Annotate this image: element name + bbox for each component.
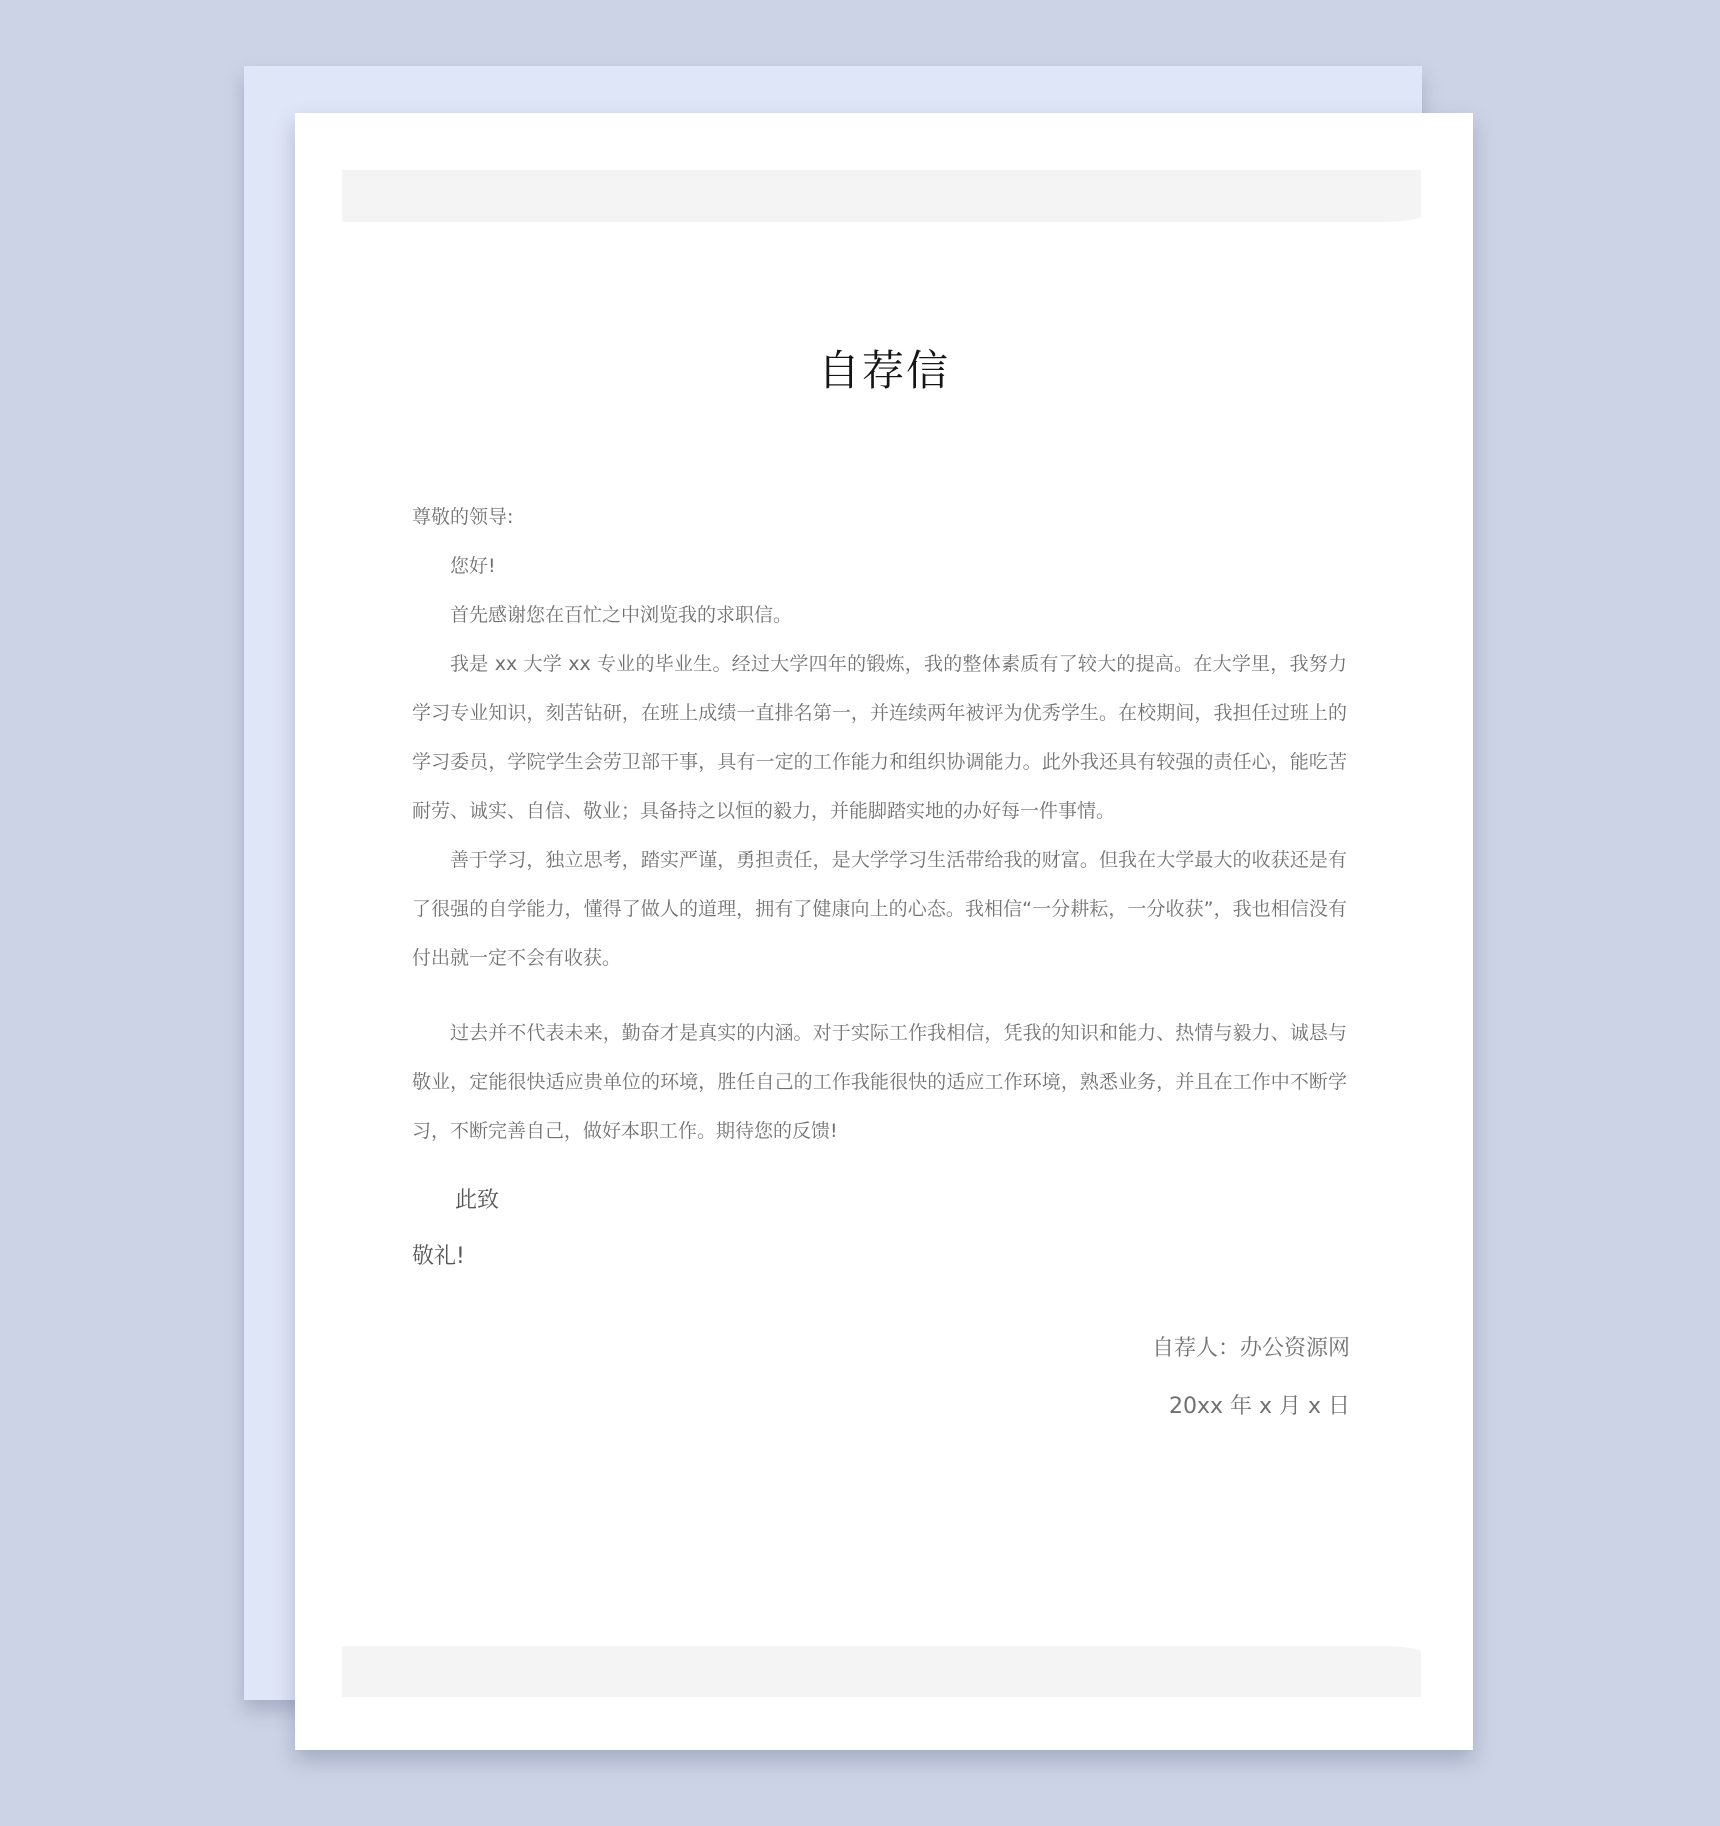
- date-line: 20xx 年 x 月 x 日: [1168, 1394, 1350, 1419]
- closing-regards: 敬礼!: [412, 1244, 465, 1269]
- thanks-line: 首先感谢您在百忙之中浏览我的求职信。: [450, 604, 793, 626]
- footer-band: [342, 1646, 1421, 1697]
- closing-salutation: 此致: [455, 1188, 500, 1213]
- greeting: 尊敬的领导:: [412, 506, 514, 528]
- body-paragraph-1: 我是 xx 大学 xx 专业的毕业生。经过大学四年的锻炼，我的整体素质有了较大的提高。在大学里，我努力学习专业知识，刻苦钻研，在班上成绩一直排名第一，并连续两年被评为优秀学生。在校期间，我担任过班上的学习委员，学院学生会劳卫部干事，具有一定的工作能力和组织协调能力。此外我还具有较强的责任心，能吃苦耐劳、诚实、自信、敬业；具备持之以恒的毅力，并能脚踏实地的办好每一件事情。: [412, 653, 1347, 822]
- letter-body: [412, 493, 1347, 1156]
- body-paragraph-2: 善于学习，独立思考，踏实严谨，勇担责任，是大学学习生活带给我的财富。但我在大学最大的收获还是有了很强的自学能力，懂得了做人的道理，拥有了健康向上的心态。我相信“一分耕耘，一分收获”，我也相信没有付出就一定不会有收获。: [412, 849, 1347, 969]
- hello-line: 您好!: [450, 555, 496, 577]
- signature-line: 自荐人：办公资源网: [1151, 1336, 1350, 1361]
- body-paragraph-3: 过去并不代表未来，勤奋才是真实的内涵。对于实际工作我相信，凭我的知识和能力、热情与毅力、诚恳与敬业，定能很快适应贵单位的环境，胜任自己的工作我能很快的适应工作环境，熟悉业务，并且在工作中不断学习，不断完善自己，做好本职工作。期待您的反馈!: [412, 1022, 1347, 1142]
- letter-page: [295, 113, 1473, 1750]
- header-band: [342, 170, 1421, 222]
- letter-title: 自荐信: [817, 346, 950, 395]
